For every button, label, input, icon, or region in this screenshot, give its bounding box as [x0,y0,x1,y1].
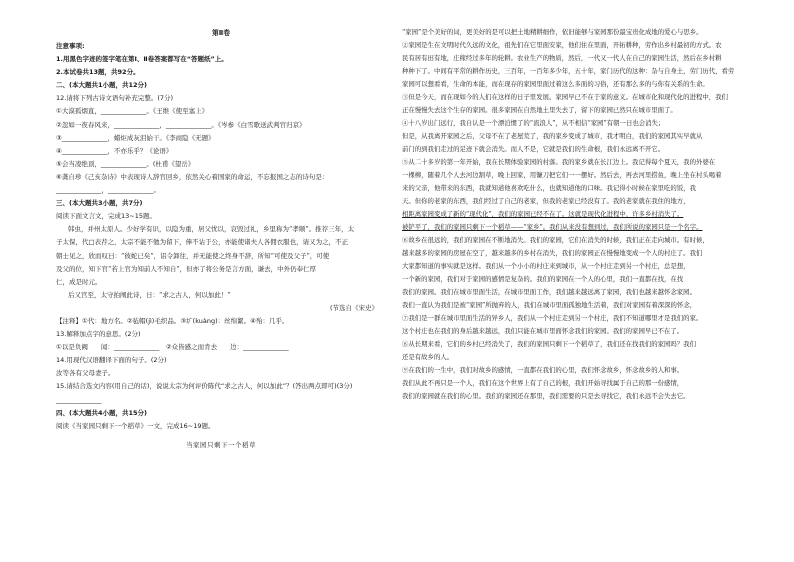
essay-line: 前门的到我们走过的足迹下就会消失。而人不是，它就是我们的生命根，我们永远离不开它。 [402,145,665,153]
classical-text-line: 朝士见之，欣而叹曰：“彼蛇已矣”，诏令卸往，并无能使之终身不辞，所知“可使及父子”，可使 [56,251,330,260]
essay-line: 种种下了。中间有平常的耕作历史，三百年，一百年多少年，五十年，家门历代的这种：杂与自身土，劳门历代，看劳 [402,67,735,75]
fill-4: ④______________，不亦乐乎？《论语》 [56,146,173,155]
essay-line: 我们的家园就在我们的心里。我们的家园还在那里，我们需要的只是去寻找它，我们永远不会失去它。 [402,392,690,400]
essay-line: 但是，从我离开家园之后，父母不在了老屋荒了，我的家乡变成了城市，我才明白，我们的家园其实早就从 [402,132,703,140]
question-14: 14.用现代汉语翻译下面的句子。(2分) [56,356,167,365]
essay-line: 我们从此不再只是一个人，我们在这个世界上有了自己的根，我们开始寻找属于自己的那一份感情， [402,379,684,387]
essay-line: 一棵柳，随着几个人去河边割草，晚上回家，用镰刀把它们一一摆好。然后去，再去河里捞鱼，晚上坐在村头喝着 [402,171,722,179]
left-column [56,26,386,452]
essay-line: ⑧从长期来看，它们的乡村已经消失了，我们的家园只剩下一个稻草了，我们还在找我们的家园吗？我们 [402,340,696,348]
essay-line: 天。但你的老家的东西，我们经过了自己的老家，但我的老家已经没有了。我的老家就在我住的地方， [402,197,690,205]
fill-6: ⑥龚自珍《己亥杂诗》中表现诗人辞官回乡，依然关心着国家的命运，不忘报国之志的诗句是： [56,172,329,181]
essay-line: 民有居有田有地，庄稼经过多年的轮耕。农业生产的物质，然后，一代又一代人在自己的家园生活，然后在乡村耕 [402,54,722,62]
reading-instruction: 阅读下面文言文，完成13~15题。 [56,212,156,221]
essay-line: ⑨在我们的一生中，我们对故乡的感情，一直都在我们的心里，我们怀念故乡，怀念故乡的人和事。 [402,366,684,374]
note-1: 1.用黑色字迹的签字笔在第Ⅰ、Ⅱ卷答案都写在“答题纸”上。 [56,55,228,64]
fill-3: ③______________，蜡炬成灰泪始干。《李商隐《无题》 [56,133,215,142]
fill-5: ⑤会当凌绝顶，______________。(杜甫《望岳》 [56,159,195,168]
classical-text-line: 及父的位，知下官“若上官为知前人不知自”，但亦了将公务是言方面，谦去，中外仍奉仁厚 [56,264,317,273]
section-title: 第Ⅱ卷 [211,29,231,37]
section-3-header: 三、(本大题共3小题，共7分) [56,199,143,208]
essay-line: ③但是今天，而在现如今的人们在这样的日子里发展。家园早已不在于家的意义。在城市化和现代化的进程中，我们 [402,93,728,101]
question-15: 15.请结合选文内容(用自己的话)，说说太宗为何评价陈代“求之古人，何以加此”？(答出两点即可)(3分) [56,382,353,391]
fill-6-blanks: ______________，______________。 [56,186,160,195]
fill-2: ②忽如一夜春风来，______________，______________。《岑参《白雪歌送武判官归京》 [56,120,306,129]
question-13-items: ①以是负阙 闻：______________ ②众皆感之而肯去 边：______________ [56,343,289,352]
section-4-header: 四、(本大题共4小题，共15分) [56,408,148,417]
question-12: 12.请将下列古诗文语句补充完整。(7分) [56,94,174,103]
essay-line: 来的父亲，他带来的东西，我就知道他喜欢吃什么，也就知道他的口味。我记得小时候在家里吃的饭，我 [402,184,696,192]
essay-line: ⑤从二十多岁的第一年开始，我在长期体验家园的村落。我的家乡就在长江边上。我记得每个夏天，我的外婆在 [402,158,716,166]
question-13: 13.解释加点字的意思。(2分) [56,330,141,339]
essay-line-underlined: 相距离家园变成了新的“现代化”，我们的家园已经不在了。这就是现代化进程中，许多乡村消失了。 [402,210,684,218]
essay-line-underlined: 被铲平了，我们的家园只剩下一个稻草——“家乡”。我们从来没有想到过，我们所说的家园只是一个名字。 [402,223,703,231]
classical-text-line: 仁，成是时元。 [56,277,102,286]
right-column [402,26,742,403]
essay-line: ⑦我们是一群在城市里面生活的异乡人，我们从一个村庄走到另一个村庄，我们不知道哪里才是我们的家。 [402,314,703,322]
essay-line: 家园可以想看看，生命的本能，而在现存的家园里面过着这么多面的习俗，还有那么多的与你有关系的生命。 [402,80,709,88]
essay-line: ②家园是生在文明时代久远的文化，祖先们在它里面安家，他们住在里面，开拓耕种，劳作出乡村最初的方式。农 [402,41,722,49]
essay-title: 当家园只剩下一个稻草 [186,440,256,449]
note-2: 2.本试卷共13题，共92分。 [56,68,140,77]
section-2-header: 二、(本大题共1小题，共12分) [56,81,148,90]
classical-text-line: 子太保，代□表荐之，太宗不能不勉为留下，俸不诂于公，亦能使诸夫人各佣衣服也，请又为之，不正 [56,238,349,247]
essay-line: 我们一直认为我们是被“家园”所抛弃的人，我们在城市里面孤独地生活着，我们对家园有着深深的怀念， [402,301,697,309]
classical-text-line: 韩虫，并州太原人。少好学有识，以隐为重，居父忧以，哀毁过礼，乡里称为“孝顺”。推荐三年，太 [68,225,355,234]
essay-line: 正在慢慢失去这个生存的家园。很多家园在自然地土里失去了，留下的家园已然只在城市里面了。 [402,106,677,114]
question-14-sentence: 汝等各有父母妻子。 [56,369,115,378]
classical-text-line: 后又官至，太守拍阐此诗，日：“求之古人，何以加此！” [68,290,231,299]
notes-header: 注意事项: [56,42,85,50]
essay-line: ④十八岁出门远行，我自认是一个漂泊惯了的“流浪人”，从不相信“家园”有朝一日也会消失； [402,119,665,127]
question-15-blank: ______________ [56,395,102,404]
essay-line: “家园”是个美好的词，更美好的是可以把土地精耕细作，依旧能够与家园那份最宝贵化成地的爱心与思乡。 [402,28,703,36]
question-16: 阅读《当家园只剩下一个稻草》一文，完成16~19题。 [56,421,215,430]
annotations: 【注释】①代：地方名。②毡帽(jì)毛织品。③圹(kuàng)：丝绵絮。④殆：几乎。 [56,316,289,325]
essay-line: 我们的家园。我们在城市里面生活，在城市里面工作，我们越来越远离了家园，我们也越来越怀念家园。 [402,288,696,296]
fill-1: ①大漠孤烟直，______________。《王维《使至塞上》 [56,107,209,116]
essay-line: 还是有故乡的人。 [402,353,454,361]
essay-line: ⑥故乡在很远的，我们的家园在不断地消失。我们的家园，它们在消失的时候，我们正在走向城市。有时候， [402,236,709,244]
essay-line: 一个新的家园，我们对于家园的感情是复杂的。我们的家园在一个人的心里，我们一直都在找，在找 [402,275,684,283]
essay-line: 这个村庄也在我们的身后越来越远，我们只能在城市里面怀念我们的家园。我们的家园早已不在了。 [402,327,684,335]
essay-line: 越来越多的家园的房屋在空了，越来越多的乡村在消失，我们的家园正在慢慢地变成一个人的村庄了。我们 [402,249,703,257]
text-source: (节选自《宋史》 [329,303,378,312]
essay-line: 大家都知道的事实就是这样。我们从一个小小的村庄来到城市，从一个村庄走到另一个村庄，总是想， [402,262,690,270]
